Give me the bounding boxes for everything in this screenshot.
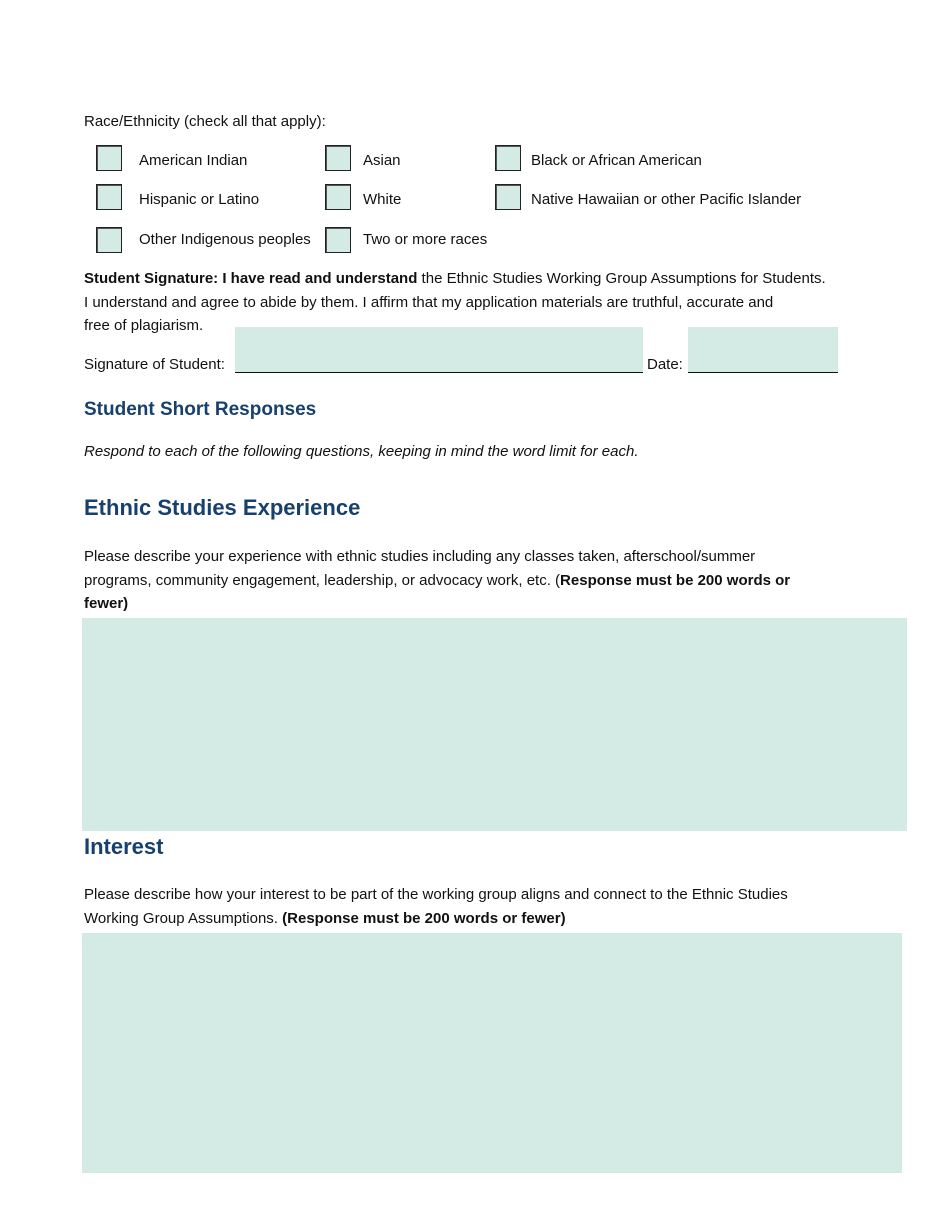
- option-label-hispanic-or-latino: Hispanic or Latino: [139, 191, 260, 208]
- signature-statement-line1: the Ethnic Studies Working Group Assumptions for Students.: [417, 270, 826, 287]
- option-label-two-or-more-races: Two or more races: [363, 231, 488, 248]
- checkbox-white[interactable]: [325, 184, 351, 210]
- option-label-native-hawaiian: Native Hawaiian or other Pacific Islander: [531, 191, 802, 208]
- interest-heading: Interest: [84, 834, 164, 859]
- signature-statement-line3: free of plagiarism.: [84, 317, 204, 334]
- experience-limit-part2: fewer): [84, 595, 129, 612]
- interest-response-field[interactable]: [82, 933, 902, 1173]
- checkbox-hispanic-or-latino[interactable]: [96, 184, 122, 210]
- date-underline: [688, 372, 838, 373]
- interest-prompt-line1: Please describe how your interest to be part of the working group aligns and connect to the Ethnic Studies: [84, 886, 788, 903]
- signature-field[interactable]: [235, 327, 643, 372]
- interest-prompt: [84, 883, 884, 930]
- option-label-american-indian: American Indian: [139, 152, 248, 169]
- short-responses-instructions: Respond to each of the following questions, keeping in mind the word limit for each.: [84, 443, 639, 460]
- short-responses-heading: Student Short Responses: [84, 399, 317, 420]
- checkbox-other-indigenous-peoples[interactable]: [96, 227, 122, 253]
- option-label-other-indigenous-peoples: Other Indigenous peoples: [139, 231, 311, 248]
- checkbox-asian[interactable]: [325, 145, 351, 171]
- checkbox-american-indian[interactable]: [96, 145, 122, 171]
- race-ethnicity-label: Race/Ethnicity (check all that apply):: [84, 113, 326, 130]
- experience-heading: Ethnic Studies Experience: [84, 495, 361, 520]
- checkbox-black-or-african-american[interactable]: [495, 145, 521, 171]
- checkbox-native-hawaiian[interactable]: [495, 184, 521, 210]
- experience-prompt-line2: programs, community engagement, leadership, or advocacy work, etc. (: [84, 571, 561, 589]
- signature-underline: [235, 372, 643, 373]
- experience-prompt-line1: Please describe your experience with ethnic studies including any classes taken, afterschool/summer: [84, 548, 756, 565]
- interest-prompt-line2: Working Group Assumptions.: [84, 909, 283, 927]
- date-field[interactable]: [688, 327, 838, 372]
- checkbox-two-or-more-races[interactable]: [325, 227, 351, 253]
- signature-label: Signature of Student:: [84, 356, 225, 373]
- experience-limit-part1: Response must be 200 words or: [560, 571, 791, 589]
- signature-statement-bold: Student Signature: I have read and understand: [84, 270, 418, 287]
- experience-prompt: [84, 545, 884, 616]
- option-label-white: White: [363, 191, 402, 208]
- option-label-asian: Asian: [363, 152, 401, 169]
- option-label-black-or-african-american: Black or African American: [531, 152, 702, 169]
- experience-response-field[interactable]: [82, 618, 907, 831]
- interest-limit: (Response must be 200 words or fewer): [282, 909, 566, 927]
- date-label: Date:: [647, 356, 683, 373]
- signature-statement-line2: I understand and agree to abide by them. I affirm that my application materials are truthful, accurate and: [84, 293, 774, 311]
